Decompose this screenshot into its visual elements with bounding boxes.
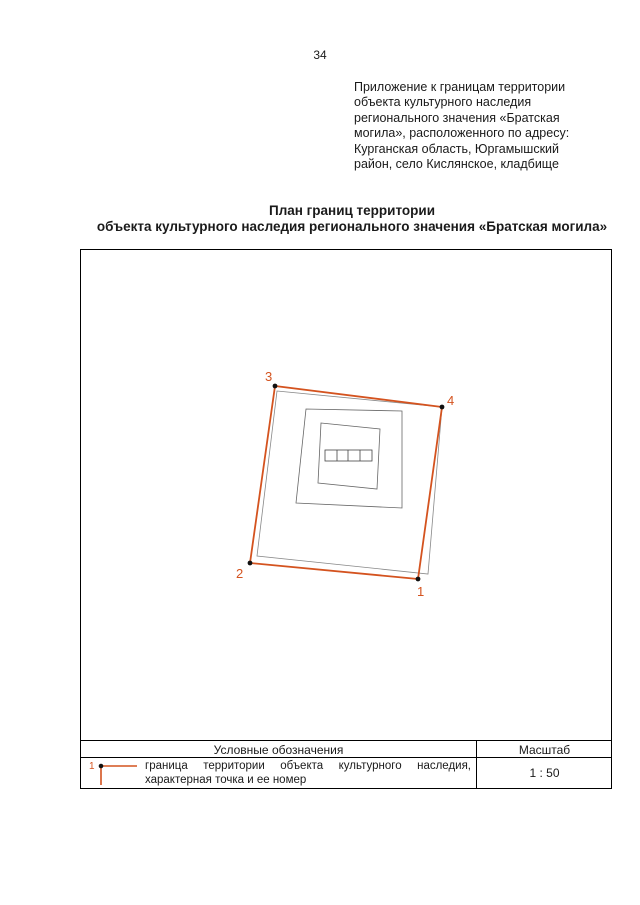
legend-divider-horizontal — [81, 757, 611, 758]
territory-boundary-line — [250, 386, 442, 579]
inner-contour-outer — [257, 391, 442, 574]
legend-point-marker — [99, 764, 104, 769]
boundary-point-label-2: 2 — [236, 566, 244, 581]
annex-line: Курганская область, Юргамышский — [354, 141, 560, 156]
boundary-point-label-1: 1 — [417, 584, 425, 599]
boundary-legend-symbol — [85, 758, 143, 788]
inner-contour-monument — [318, 423, 380, 489]
legend-table — [80, 741, 612, 789]
annex-line: Приложение к границам территории — [354, 80, 566, 94]
legend-header: Условные обозначения — [213, 743, 344, 757]
plan-title — [64, 203, 640, 235]
plan-title-line2: объекта культурного наследия регионального значения «Братская могила» — [96, 219, 608, 234]
legend-symbol-label: 1 — [89, 761, 95, 772]
scale-value: 1 : 50 — [529, 766, 560, 780]
boundary-point-1 — [416, 577, 421, 582]
annex-line: объекта культурного наследия — [354, 95, 532, 110]
grave-plaque — [325, 450, 372, 461]
scale-header: Масштаб — [518, 743, 571, 757]
annex-note — [354, 80, 604, 172]
boundary-plan-drawing — [81, 250, 611, 740]
annex-line: могила», расположенного по адресу: — [354, 126, 570, 141]
boundary-point-label-3: 3 — [265, 369, 273, 384]
page-number: 34 — [313, 48, 327, 62]
boundary-point-label-4: 4 — [447, 393, 455, 408]
boundary-point-4 — [440, 405, 445, 410]
plan-frame — [80, 249, 612, 741]
boundary-point-3 — [273, 384, 278, 389]
annex-line: регионального значения «Братская — [354, 110, 560, 125]
boundary-point-2 — [248, 561, 253, 566]
annex-line: район, село Кислянское, кладбище — [354, 157, 559, 172]
inner-contour-plot — [296, 409, 402, 508]
plan-title-line1: План границ территории — [268, 203, 435, 218]
legend-description: граница территории объекта культурного наследия, характерная точка и ее номер — [145, 760, 471, 786]
